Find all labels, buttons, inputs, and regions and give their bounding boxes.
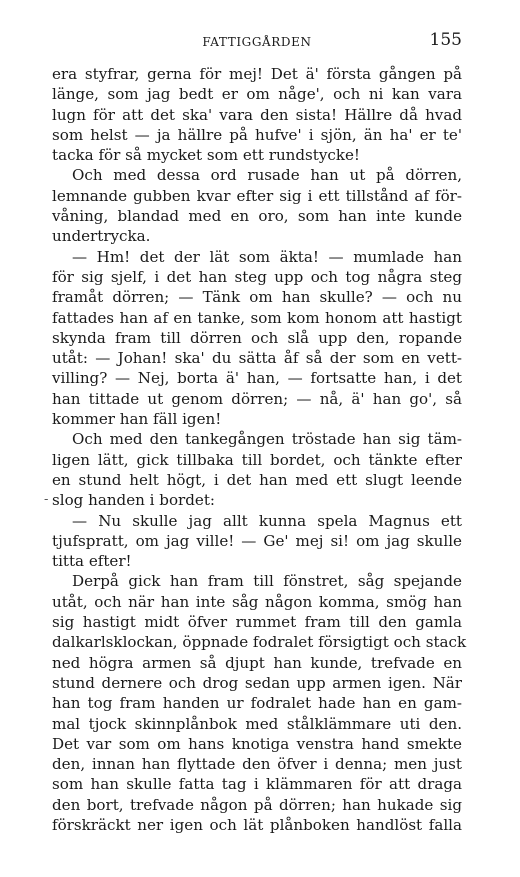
text-line: kommer han fäll igen!	[52, 410, 222, 429]
text-line-wrapper	[52, 206, 462, 226]
text-line-wrapper	[52, 511, 462, 531]
text-line: ligen lätt, gick tillbaka till bordet, och tänkte efter	[52, 450, 462, 469]
running-head	[52, 30, 462, 54]
text-line-wrapper	[52, 774, 462, 794]
text-line-wrapper	[52, 226, 462, 246]
text-line-wrapper	[52, 287, 462, 307]
text-line: den bort, trefvade någon på dörren; han hukade sig	[52, 795, 462, 814]
text-line: länge, som jag bedt er om någe', och ni kan vara	[52, 85, 462, 104]
text-line-wrapper	[52, 84, 462, 104]
text-line-wrapper	[52, 571, 462, 591]
text-line-wrapper	[52, 64, 462, 84]
text-line: tjufspratt, om jag ville! — Ge' mej si! om jag skulle	[52, 531, 462, 550]
text-line: skynda fram till dörren och slå upp den, ropande	[52, 328, 462, 347]
text-line: förskräckt ner igen och lät plånboken handlöst falla	[52, 815, 462, 834]
stray-print-mark: -	[44, 492, 49, 508]
text-line: som helst — ja hällre på hufve' i sjön, än ha' er te'	[52, 125, 462, 144]
text-line: villing? — Nej, borta ä' han, — fortsatte han, i det	[52, 369, 462, 388]
text-line-wrapper	[52, 754, 462, 774]
text-line: undertrycka.	[52, 227, 151, 246]
text-line-wrapper	[52, 308, 462, 328]
text-line: fattades han af en tanke, som kom honom att hastigt	[52, 308, 462, 327]
text-line-wrapper	[52, 612, 462, 632]
text-line-wrapper	[52, 551, 462, 571]
text-line-wrapper	[52, 328, 462, 348]
text-line-wrapper	[44, 490, 462, 510]
text-line: lemnande gubben kvar efter sig i ett tillstånd af för-	[52, 186, 462, 205]
text-line-wrapper	[52, 429, 462, 449]
text-line: lugn för att det ska' vara den sista! Hällre då hvad	[52, 105, 462, 124]
text-line: ned högra armen så djupt han kunde, trefvade en	[52, 653, 462, 672]
text-line-wrapper	[52, 531, 462, 551]
text-line: han tittade ut genom dörren; — nå, ä' han go', så	[52, 389, 462, 408]
book-page	[44, 30, 467, 835]
running-title: FATTIGGÅRDEN	[202, 35, 312, 49]
text-line-wrapper	[52, 368, 462, 388]
text-line-wrapper	[52, 653, 462, 673]
text-line-wrapper	[52, 673, 462, 693]
text-line: dalkarlsklockan, öppnade fodralet försigtigt och stack	[52, 633, 467, 652]
text-line-wrapper	[52, 165, 462, 185]
text-line-wrapper	[52, 348, 462, 368]
text-line: tacka för så mycket som ett rundstycke!	[52, 146, 360, 165]
text-line: slog handen i bordet:	[52, 491, 216, 510]
text-line: Och med den tankegången tröstade han sig täm-	[72, 430, 462, 449]
text-line-wrapper	[52, 125, 462, 145]
text-line: Och med dessa ord rusade han ut på dörren,	[72, 166, 462, 185]
text-line: den, innan han flyttade den öfver i denna; men just	[52, 755, 462, 774]
text-line: titta efter!	[52, 552, 132, 571]
text-line-wrapper	[52, 592, 462, 612]
text-line: som han skulle fatta tag i klämmaren för att draga	[52, 775, 462, 794]
text-line-wrapper	[52, 247, 462, 267]
text-line: — Hm! det der lät som äkta! — mumlade han	[72, 247, 462, 266]
text-line: för sig sjelf, i det han steg upp och tog några steg	[52, 267, 462, 286]
text-line: en stund helt högt, i det han med ett slugt leende	[52, 470, 462, 489]
page-number: 155	[429, 30, 462, 50]
text-line: framåt dörren; — Tänk om han skulle? — och nu	[52, 288, 462, 307]
text-line: — Nu skulle jag allt kunna spela Magnus ett	[72, 511, 462, 530]
text-line-wrapper	[52, 186, 462, 206]
text-line-wrapper	[52, 105, 462, 125]
text-line-wrapper	[52, 693, 462, 713]
text-line-wrapper	[52, 795, 462, 815]
text-line: sig hastigt midt öfver rummet fram till den gamla	[52, 613, 462, 632]
text-line: mal tjock skinnplånbok med stålklämmare uti den.	[52, 714, 462, 733]
text-line: era styfrar, gerna för mej! Det ä' första gången på	[52, 65, 462, 83]
text-line-wrapper	[52, 145, 462, 165]
text-line-wrapper	[52, 470, 462, 490]
text-line: våning, blandad med en oro, som han inte kunde	[52, 207, 462, 226]
text-line-wrapper	[52, 267, 462, 287]
text-line: Derpå gick han fram till fönstret, såg spejande	[72, 572, 462, 591]
text-line: stund dernere och drog sedan upp armen igen. När	[52, 673, 462, 692]
text-line-wrapper	[52, 450, 462, 470]
body-text	[44, 64, 467, 835]
text-line: Det var som om hans knotiga venstra hand smekte	[52, 734, 462, 753]
text-line: han tog fram handen ur fodralet hade han en gam-	[52, 694, 462, 713]
text-line-wrapper	[52, 409, 462, 429]
text-line-wrapper	[52, 734, 462, 754]
text-line-wrapper	[52, 714, 462, 734]
text-line-wrapper	[52, 389, 462, 409]
text-line-wrapper	[52, 815, 462, 835]
text-line-wrapper	[52, 632, 467, 652]
text-line: utåt, och när han inte såg någon komma, smög han	[52, 592, 462, 611]
text-line: utåt: — Johan! ska' du sätta åf så der som en vett-	[52, 349, 462, 368]
